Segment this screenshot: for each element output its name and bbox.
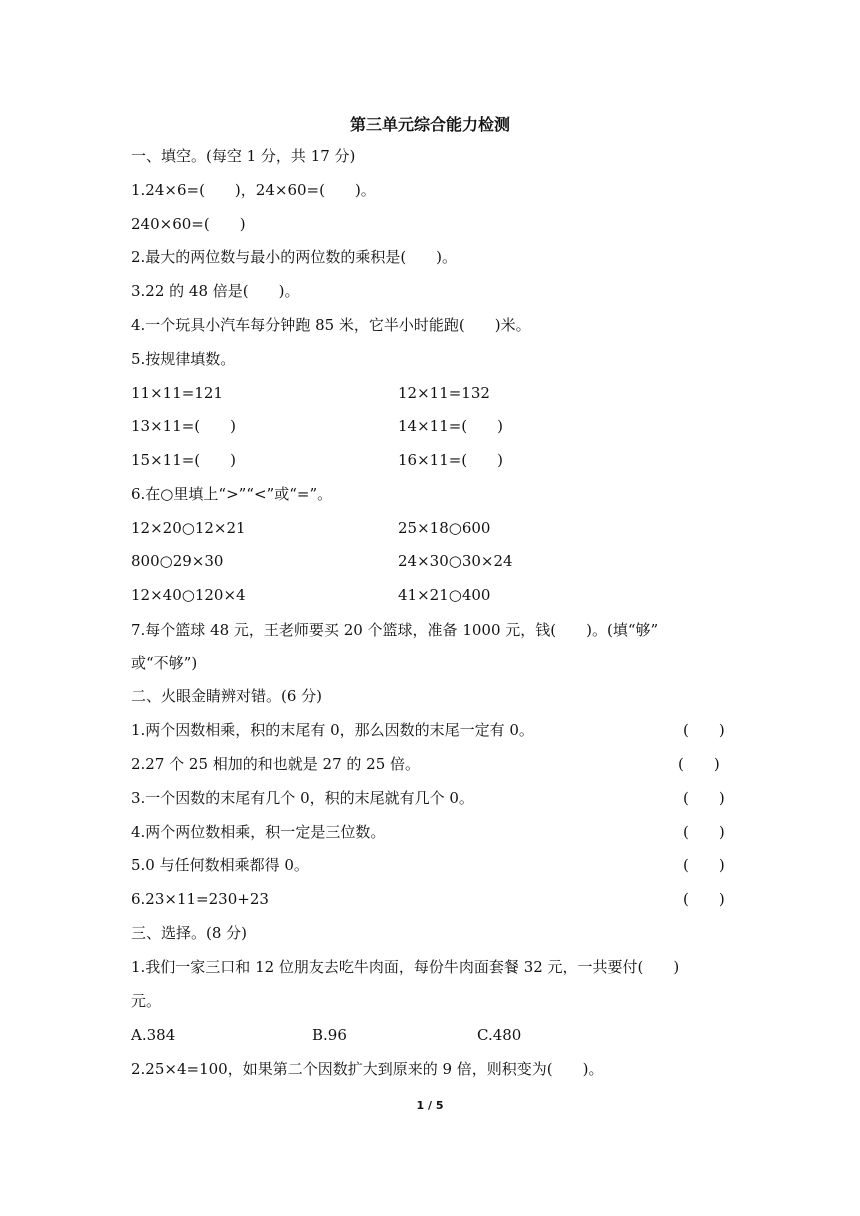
judge-item-6: 6.23×11=230+23 (131, 890, 269, 908)
judge-item-3: 3.一个因数的末尾有几个 0，积的末尾就有几个 0。 (131, 789, 474, 807)
answer-bracket-5: ( ) (683, 856, 725, 874)
q6-row3-right: 41×21○400 (398, 586, 491, 604)
q5-row3-right: 16×11=( ) (398, 451, 504, 469)
option-b: B.96 (312, 1026, 347, 1044)
q6-row2-right: 24×30○30×24 (398, 552, 513, 570)
choice-question-2: 2.25×4=100，如果第二个因数扩大到原来的 9 倍，则积变为( )。 (131, 1060, 604, 1078)
page-number: 1 / 5 (416, 1099, 444, 1112)
page-title: 第三单元综合能力检测 (349, 115, 510, 134)
judge-item-4: 4.两个两位数相乘，积一定是三位数。 (131, 823, 386, 841)
question-2: 2.最大的两位数与最小的两位数的乘积是( )。 (131, 248, 458, 266)
question-1b: 240×60=( ) (131, 215, 246, 233)
question-7b: 或“不够”) (131, 654, 198, 672)
section1-heading: 一、填空。(每空 1 分，共 17 分) (131, 147, 356, 165)
q5-row2-right: 14×11=( ) (398, 417, 504, 435)
answer-bracket-2: ( ) (678, 755, 720, 773)
question-4: 4.一个玩具小汽车每分钟跑 85 米，它半小时能跑( )米。 (131, 316, 531, 334)
section3-heading: 三、选择。(8 分) (131, 924, 248, 942)
q6-row1-left: 12×20○12×21 (131, 519, 246, 537)
q6-row2-left: 800○29×30 (131, 552, 224, 570)
q5-row2-left: 13×11=( ) (131, 417, 237, 435)
option-c: C.480 (477, 1026, 522, 1044)
section2-heading: 二、火眼金睛辨对错。(6 分) (131, 687, 323, 705)
q5-row3-left: 15×11=( ) (131, 451, 237, 469)
question-3: 3.22 的 48 倍是( )。 (131, 282, 300, 300)
judge-item-1: 1.两个因数相乘，积的末尾有 0，那么因数的末尾一定有 0。 (131, 721, 534, 739)
q5-row1-right: 12×11=132 (398, 384, 490, 402)
answer-bracket-4: ( ) (683, 823, 725, 841)
option-a: A.384 (131, 1026, 176, 1044)
answer-bracket-1: ( ) (683, 721, 725, 739)
question-1a: 1.24×6=( )，24×60=( )。 (131, 181, 376, 199)
q6-row3-left: 12×40○120×4 (131, 586, 246, 604)
question-6: 6.在○里填上“>”“<”或“=”。 (131, 485, 333, 503)
judge-item-2: 2.27 个 25 相加的和也就是 27 的 25 倍。 (131, 755, 421, 773)
choice-question-1a: 1.我们一家三口和 12 位朋友去吃牛肉面，每份牛肉面套餐 32 元，一共要付( ) (131, 958, 680, 976)
answer-bracket-6: ( ) (683, 890, 725, 908)
question-7a: 7.每个篮球 48 元，王老师要买 20 个篮球，准备 1000 元，钱( )。(填“够” (131, 621, 659, 639)
choice-question-1b: 元。 (131, 992, 162, 1010)
q5-row1-left: 11×11=121 (131, 384, 223, 402)
judge-item-5: 5.0 与任何数相乘都得 0。 (131, 856, 309, 874)
answer-bracket-3: ( ) (683, 789, 725, 807)
q6-row1-right: 25×18○600 (398, 519, 491, 537)
question-5: 5.按规律填数。 (131, 350, 236, 368)
